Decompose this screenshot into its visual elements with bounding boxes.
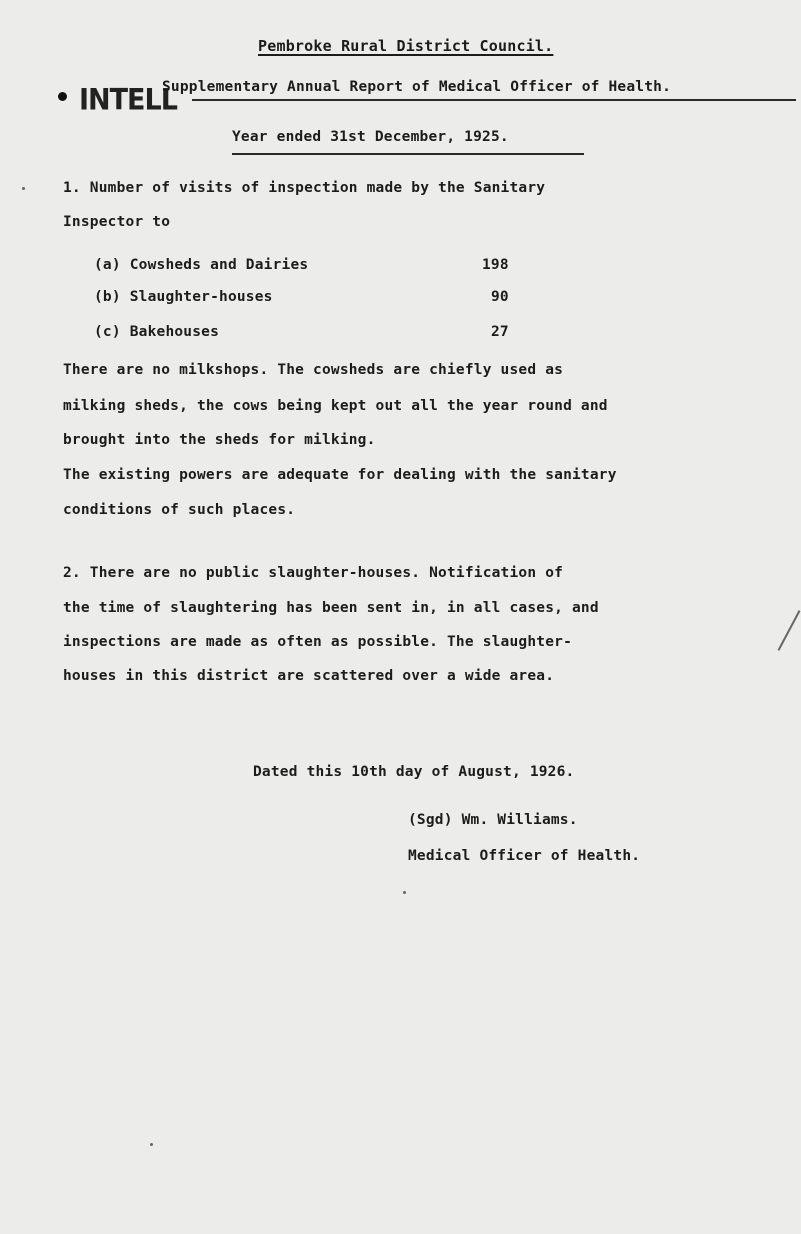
speck bbox=[403, 891, 406, 894]
pen-mark bbox=[778, 610, 801, 651]
speck bbox=[22, 187, 25, 190]
para2-line1: The existing powers are adequate for dealing with the sanitary bbox=[63, 467, 617, 483]
para1-line2: milking sheds, the cows being kept out all the year round and bbox=[63, 398, 608, 414]
year-line: Year ended 31st December, 1925. bbox=[232, 129, 509, 145]
library-stamp: INTELL bbox=[79, 83, 177, 118]
item-value-a: 198 bbox=[482, 257, 509, 273]
officer-role: Medical Officer of Health. bbox=[408, 848, 641, 864]
report-title-underline bbox=[192, 99, 796, 101]
item-row-c bbox=[94, 322, 219, 342]
section2-line3: inspections are made as often as possible. The slaughter- bbox=[63, 634, 572, 650]
item-value-b: 90 bbox=[491, 289, 509, 305]
report-title bbox=[162, 77, 671, 97]
report-title-text: Supplementary Annual Report of Medical Officer of Health. bbox=[162, 79, 671, 95]
item-label: (b) Slaughter-houses bbox=[94, 289, 273, 305]
item-row-b bbox=[94, 287, 273, 307]
section2-line1: 2. There are no public slaughter-houses. Notification of bbox=[63, 565, 564, 581]
para1-line3: brought into the sheds for milking. bbox=[63, 432, 376, 448]
section2-line2: the time of slaughtering has been sent in, in all cases, and bbox=[63, 600, 599, 616]
year-underline bbox=[232, 153, 584, 155]
item-label: (a) Cowsheds and Dairies bbox=[94, 257, 309, 273]
signature-line: (Sgd) Wm. Williams. bbox=[408, 812, 578, 828]
ink-dot bbox=[58, 92, 67, 101]
council-heading: Pembroke Rural District Council. bbox=[258, 37, 554, 55]
dated-line: Dated this 10th day of August, 1926. bbox=[253, 764, 575, 780]
item-row-a bbox=[94, 255, 308, 275]
para1-line1: There are no milkshops. The cowsheds are chiefly used as bbox=[63, 362, 564, 378]
section1-intro-line2: Inspector to bbox=[63, 214, 171, 230]
item-value-c: 27 bbox=[491, 324, 509, 340]
item-label: (c) Bakehouses bbox=[94, 324, 220, 340]
speck bbox=[150, 1143, 153, 1146]
section1-intro-line1: 1. Number of visits of inspection made by the Sanitary bbox=[63, 180, 546, 196]
section2-line4: houses in this district are scattered over a wide area. bbox=[63, 668, 555, 684]
para2-line2: conditions of such places. bbox=[63, 502, 296, 518]
